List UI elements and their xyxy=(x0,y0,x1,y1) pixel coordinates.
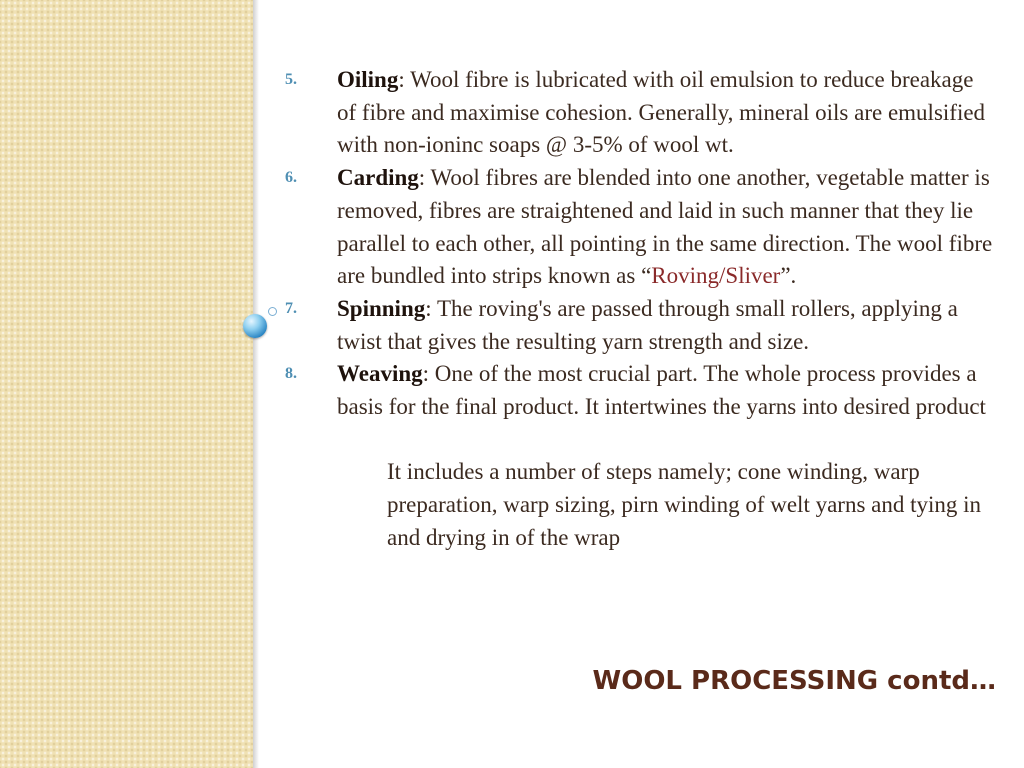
small-circle-ornament-icon xyxy=(268,307,277,316)
list-item-text: : Wool fibre is lubricated with oil emulsion to reduce breakage of fibre and maximise cohesion. Generally, mineral oils are emulsified with non-ioninc soaps @ 3-5% of wool wt. xyxy=(337,67,986,158)
list-item-term: Oiling xyxy=(337,67,399,92)
list-item-number: 8. xyxy=(285,365,297,383)
list-item-term: Spinning xyxy=(337,295,426,321)
list-item-carding xyxy=(285,162,997,293)
list-item-number: 5. xyxy=(285,71,297,88)
list-item-text-after: ”. xyxy=(780,263,797,289)
list-item-spinning xyxy=(285,293,997,358)
highlighted-term: Roving/Sliver xyxy=(651,263,781,289)
sidebar-divider xyxy=(253,0,259,768)
blue-orb-ornament-icon xyxy=(243,314,267,338)
list-item-number: 6. xyxy=(285,169,297,187)
list-item-oiling xyxy=(285,64,997,162)
slide-content xyxy=(285,64,997,555)
sub-paragraph: It includes a number of steps namely; cone winding, warp preparation, warp sizing, pirn winding of welt yarns and tying in and drying in of the wrap xyxy=(387,459,982,550)
list-item-weaving xyxy=(285,358,997,423)
list-item-text: : Wool fibres are blended into one another, vegetable matter is removed, fibres are straightened and laid in such manner that they lie parallel to each other, all pointing in the same direction. The wool fibre are bundled into strips known as “ xyxy=(337,165,993,289)
decorative-sidebar xyxy=(0,0,253,768)
list-item-term: Weaving xyxy=(337,361,423,387)
list-item-term: Carding xyxy=(337,165,419,191)
slide-title: WOOL PROCESSING contd… xyxy=(592,666,996,696)
list-item-number: 7. xyxy=(285,299,297,317)
list-item-text: : The roving's are passed through small rollers, applying a twist that gives the resulting yarn strength and size. xyxy=(337,295,958,354)
paragraph-spacer xyxy=(285,424,997,457)
list-item-text: : One of the most crucial part. The whole process provides a basis for the final product. It intertwines the yarns into desired product xyxy=(337,361,986,420)
